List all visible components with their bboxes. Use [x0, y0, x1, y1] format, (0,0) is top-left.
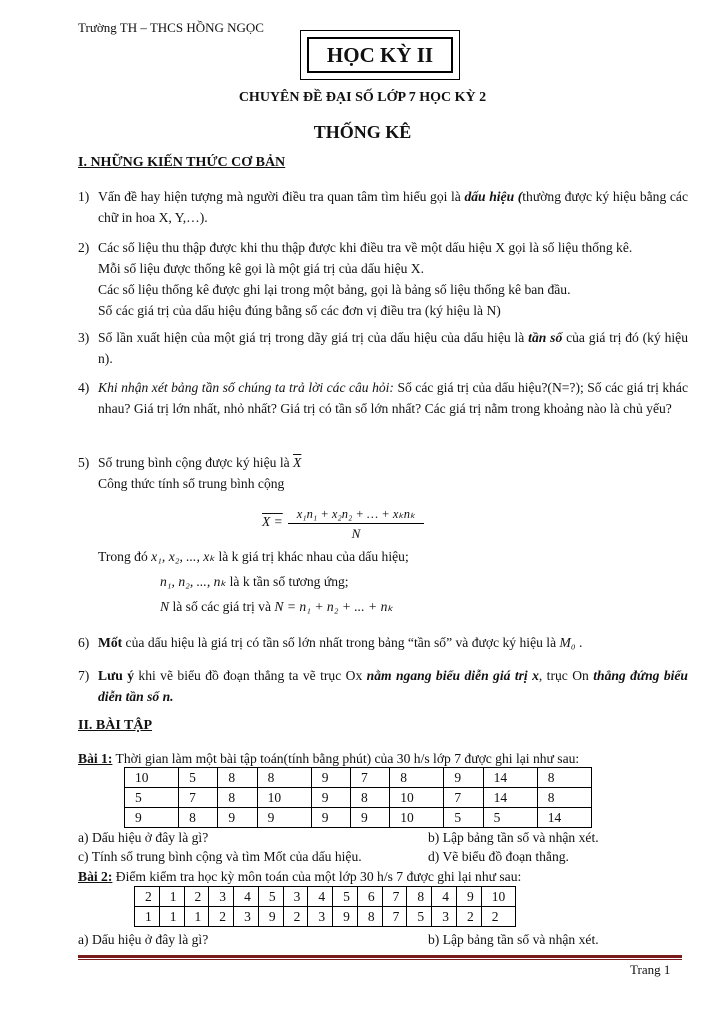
table-row	[135, 887, 516, 907]
math-n-values: n₁, n₂, ..., nₖ	[160, 574, 227, 589]
item-number: 4)	[78, 380, 90, 395]
page-number: Trang 1	[630, 962, 671, 977]
item-line: Mỗi số liệu được thống kê gọi là một giá trị của dấu hiệu X.	[98, 261, 425, 276]
item-text: Số trung bình cộng được ký hiệu là	[98, 455, 294, 470]
item-text: của giá trị đó (ký hiệu n).	[98, 330, 689, 366]
item-7	[78, 665, 688, 707]
table-cell: 9	[258, 907, 283, 927]
table-cell: 2	[283, 907, 308, 927]
table-cell: 14	[537, 808, 591, 828]
table-cell: 5	[333, 887, 358, 907]
item-6	[78, 632, 688, 653]
exercise-1-label: Bài 1:	[78, 751, 113, 766]
table-cell: 9	[218, 808, 257, 828]
table-cell: 8	[351, 788, 390, 808]
table-cell: 5	[179, 768, 218, 788]
table-cell: 14	[483, 788, 537, 808]
item-line: Các số liệu thống kê được ghi lại trong một bảng, gọi là bảng số liệu thống kê ban đầu.	[98, 282, 571, 297]
exercise-1-qc: c) Tính số trung bình cộng và tìm Mốt của dấu hiệu.	[78, 849, 362, 864]
table-cell: 8	[537, 768, 591, 788]
table-cell: 5	[125, 788, 179, 808]
term-label: HỌC KỲ II	[307, 37, 453, 73]
item-number: 7)	[78, 668, 90, 683]
table-cell: 10	[390, 808, 444, 828]
item-text: Trong đó	[98, 549, 152, 564]
mean-symbol: $\overline{X}$	[293, 455, 302, 470]
exercise-1-qd: d) Vẽ biểu đồ đoạn thẳng.	[428, 849, 569, 864]
math-N-sum: N = n₁ + n₂ + ... + nₖ	[274, 599, 394, 614]
formula-numerator: x₁n₁ + x₂n₂ + … + xₖnₖ	[288, 506, 424, 524]
item-question-lead: Khi nhận xét bảng tần số chúng ta trả lời các câu hỏi:	[98, 380, 394, 395]
exercise-2-table	[134, 886, 516, 927]
table-cell: 8	[257, 768, 311, 788]
table-cell: 3	[283, 887, 308, 907]
term-luu-y: Lưu ý	[98, 668, 134, 683]
table-cell: 7	[444, 788, 483, 808]
item-text: khi vẽ biểu đồ đoạn thẳng ta vẽ trục Ox	[134, 668, 367, 683]
table-cell: 3	[234, 907, 259, 927]
term-box	[300, 30, 460, 80]
term-tan-so: tần số	[528, 330, 563, 345]
section-1-title: I. NHỮNG KIẾN THỨC CƠ BẢN	[78, 155, 286, 170]
footer-rule-thin	[78, 959, 682, 960]
table-cell: 1	[159, 907, 184, 927]
item-text: là k tần số tương ứng;	[226, 574, 349, 589]
table-cell: 2	[184, 887, 209, 907]
exercise-1-table	[124, 767, 592, 828]
item-3	[78, 327, 688, 369]
table-cell: 9	[351, 808, 390, 828]
where-line-2	[160, 571, 349, 592]
item-text: , trục On	[538, 668, 594, 683]
table-cell: 8	[179, 808, 218, 828]
formula-lhs: X =	[262, 514, 283, 529]
table-cell: 8	[218, 788, 257, 808]
item-5	[78, 452, 688, 494]
item-line: Các số liệu thu thập được khi thu thập được khi điều tra về một dấu hiệu X gọi là số liệu thống kê.	[98, 240, 633, 255]
table-cell: 8	[218, 768, 257, 788]
table-row	[125, 788, 592, 808]
table-cell: 2	[135, 887, 160, 907]
formula-denominator: N	[351, 526, 361, 541]
table-cell: 4	[308, 887, 333, 907]
subject-title: CHUYÊN ĐỀ ĐẠI SỐ LỚP 7 HỌC KỲ 2	[238, 90, 487, 105]
table-row	[135, 907, 516, 927]
table-cell: 10	[125, 768, 179, 788]
exercise-2-label: Bài 2:	[78, 869, 113, 884]
exercise-text: Điểm kiểm tra học kỳ môn toán của một lớp 30 h/s 7 được ghi lại như sau:	[112, 869, 522, 884]
item-number: 1)	[78, 189, 90, 204]
table-cell: 3	[308, 907, 333, 927]
table-cell: 7	[382, 887, 407, 907]
item-4	[78, 377, 688, 419]
item-number: 2)	[78, 240, 90, 255]
exercise-1-prompt	[78, 748, 579, 769]
item-number: 3)	[78, 330, 90, 345]
table-cell: 8	[537, 788, 591, 808]
table-cell: 5	[444, 808, 483, 828]
table-cell: 9	[456, 887, 481, 907]
table-cell: 9	[257, 808, 311, 828]
exercise-2-qa: a) Dấu hiệu ở đây là gì?	[78, 932, 209, 947]
table-cell: 2	[209, 907, 234, 927]
item-text: Công thức tính số trung bình cộng	[98, 476, 285, 491]
item-text: của dấu hiệu là giá trị có tần số lớn nhất trong bảng “tần số” và được ký hiệu là	[122, 635, 560, 650]
table-cell: 4	[234, 887, 259, 907]
table-cell: 5	[483, 808, 537, 828]
item-number: 5)	[78, 455, 90, 470]
table-cell: 9	[311, 808, 350, 828]
exercise-2-qb: b) Lập bảng tần số và nhận xét.	[428, 932, 599, 947]
table-row	[125, 768, 592, 788]
table-cell: 9	[311, 768, 350, 788]
emph-text: thẳng đứng biểu diễn tần số n.	[98, 668, 688, 704]
where-line-3	[160, 596, 393, 617]
table-cell: 2	[481, 907, 515, 927]
table-cell: 10	[481, 887, 515, 907]
table-cell: 8	[407, 887, 432, 907]
item-text: thường được ký hiệu bằng các chữ in hoa X, Y,…).	[98, 189, 688, 225]
table-row	[125, 808, 592, 828]
table-cell: 3	[432, 907, 457, 927]
footer-rule	[78, 955, 682, 958]
item-text: Số lần xuất hiện của một giá trị trong dãy giá trị của dấu hiệu của dấu hiệu là	[98, 330, 529, 345]
item-line: Số các giá trị của dấu hiệu đúng bằng số các đơn vị điều tra (ký hiệu là N)	[98, 303, 501, 318]
table-cell: 9	[444, 768, 483, 788]
table-cell: 5	[407, 907, 432, 927]
table-cell: 5	[258, 887, 283, 907]
item-text: Số các giá trị của dấu hiệu?(N=?); Số các giá trị khác nhau? Giá trị lớn nhất, nhỏ nhất? Giá trị có tần số lớn nhất? Các giá trị nằm trong khoảng nào là chủ yếu?	[98, 380, 688, 416]
exercise-text: Thời gian làm một bài tập toán(tính bằng phút) của 30 h/s lớp 7 được ghi lại như sau:	[112, 751, 580, 766]
table-cell: 8	[357, 907, 382, 927]
table-cell: 6	[357, 887, 382, 907]
table-cell: 4	[432, 887, 457, 907]
where-line-1	[98, 546, 409, 567]
table-cell: 7	[179, 788, 218, 808]
term-mot: Mốt	[98, 635, 123, 650]
table-cell: 7	[382, 907, 407, 927]
exercise-2-prompt	[78, 866, 521, 887]
section-2-title: II. BÀI TẬP	[78, 718, 153, 733]
mean-formula	[262, 506, 432, 542]
item-text: .	[575, 635, 583, 650]
table-cell: 10	[390, 788, 444, 808]
table-cell: 1	[184, 907, 209, 927]
math-x-values: x₁, x₂, ..., xₖ	[151, 549, 216, 564]
table-cell: 1	[159, 887, 184, 907]
table-cell: 9	[311, 788, 350, 808]
table-cell: 8	[390, 768, 444, 788]
exercise-1-qa: a) Dấu hiệu ở đây là gì?	[78, 830, 209, 845]
table-cell: 9	[333, 907, 358, 927]
item-text: Vấn đề hay hiện tượng mà người điều tra quan tâm tìm hiểu gọi là	[98, 189, 465, 204]
item-2	[78, 237, 688, 321]
table-cell: 14	[483, 768, 537, 788]
item-text: là k giá trị khác nhau của dấu hiệu;	[215, 549, 409, 564]
table-cell: 7	[351, 768, 390, 788]
emph-text: nằm ngang biểu diễn giá trị x	[366, 668, 539, 683]
exercise-1-qb: b) Lập bảng tần số và nhận xét.	[428, 830, 599, 845]
item-text: là số các giá trị và	[169, 599, 275, 614]
topic-title: THỐNG KÊ	[313, 122, 412, 142]
item-1	[78, 186, 688, 228]
table-cell: 1	[135, 907, 160, 927]
table-cell: 3	[209, 887, 234, 907]
math-mode-symbol: M₀	[559, 635, 576, 650]
term-dau-hieu: dấu hiệu (	[464, 189, 523, 204]
table-cell: 2	[456, 907, 481, 927]
table-cell: 10	[257, 788, 311, 808]
table-cell: 9	[125, 808, 179, 828]
school-name: Trường TH – THCS HỒNG NGỌC	[78, 20, 264, 35]
item-number: 6)	[78, 635, 90, 650]
math-N: N	[160, 599, 170, 614]
